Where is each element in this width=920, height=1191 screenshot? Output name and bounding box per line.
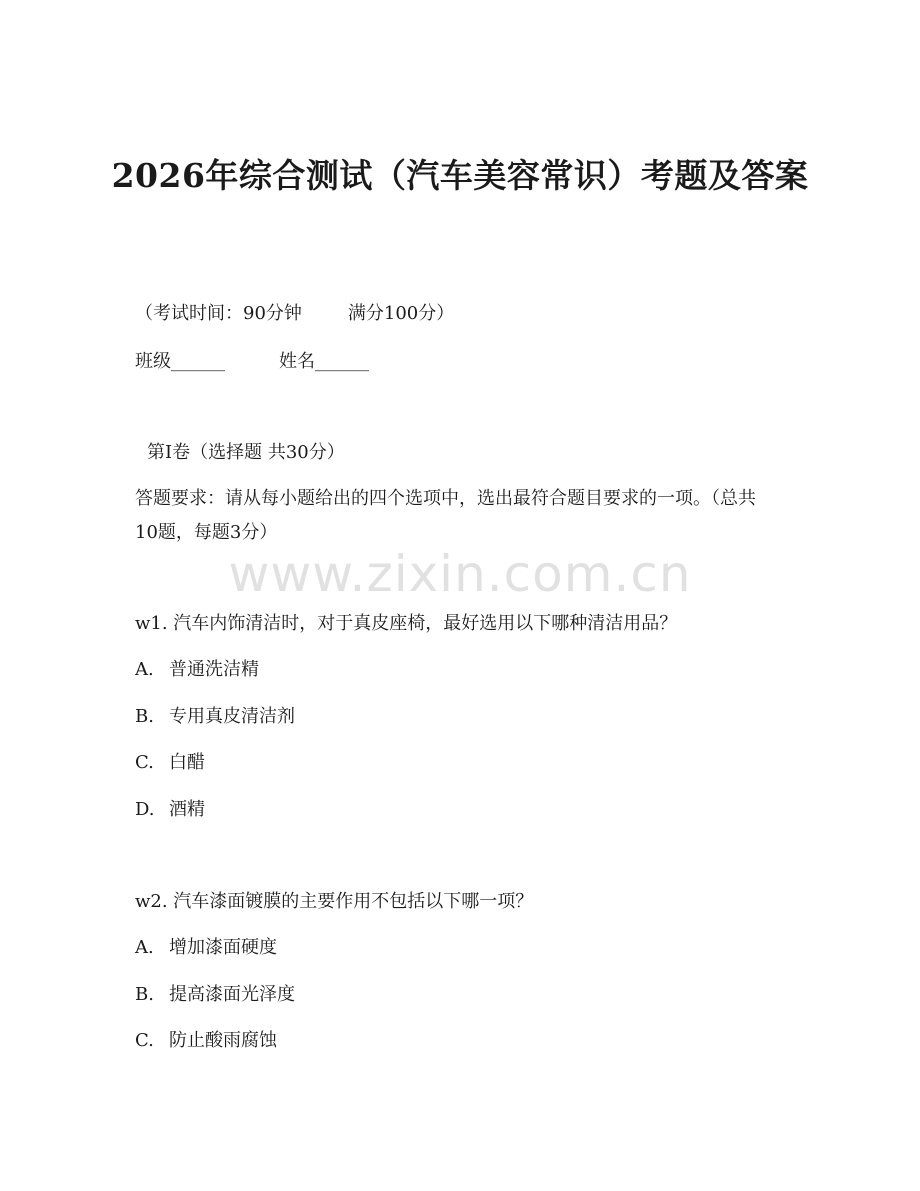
exam-info bbox=[135, 302, 454, 326]
option-text: 白醋 bbox=[169, 752, 205, 773]
question-stem: w2. 汽车漆面镀膜的主要作用不包括以下哪一项？ bbox=[135, 891, 534, 912]
student-fields bbox=[135, 350, 369, 374]
question-stem: w1. 汽车内饰清洁时，对于真皮座椅，最好选用以下哪种清洁用品？ bbox=[135, 613, 678, 634]
option-text: 酒精 bbox=[169, 799, 205, 820]
option-text: 防止酸雨腐蚀 bbox=[169, 1030, 277, 1051]
option-letter: B. bbox=[135, 984, 154, 1005]
section-heading: 第I卷（选择题 共30分） bbox=[147, 442, 345, 463]
exam-time: （考试时间：90分钟 bbox=[135, 303, 302, 324]
watermark: www.zixin.com.cn bbox=[228, 545, 692, 603]
option-text: 普通洗洁精 bbox=[169, 659, 259, 680]
option-text: 提高漆面光泽度 bbox=[169, 984, 295, 1005]
option-item bbox=[135, 705, 295, 729]
option-letter: C. bbox=[135, 752, 154, 773]
option-letter: D. bbox=[135, 799, 155, 820]
option-item bbox=[135, 751, 205, 775]
option-text: 专用真皮清洁剂 bbox=[169, 706, 295, 727]
option-letter: A. bbox=[135, 937, 154, 958]
option-item bbox=[135, 983, 295, 1007]
option-item bbox=[135, 798, 205, 822]
option-letter: B. bbox=[135, 706, 154, 727]
name-field: 姓名______ bbox=[279, 351, 369, 372]
option-letter: C. bbox=[135, 1030, 154, 1051]
option-item bbox=[135, 1029, 277, 1053]
exam-score: 满分100分） bbox=[347, 303, 455, 324]
option-text: 增加漆面硬度 bbox=[169, 937, 277, 958]
document-title: 2026年综合测试（汽车美容常识）考题及答案 bbox=[111, 156, 809, 195]
option-item bbox=[135, 936, 277, 960]
option-letter: A. bbox=[135, 659, 154, 680]
instructions: 答题要求：请从每小题给出的四个选项中，选出最符合题目要求的一项。（总共10题，每题3分） bbox=[135, 488, 756, 543]
class-field: 班级______ bbox=[135, 351, 225, 372]
option-item bbox=[135, 658, 259, 682]
